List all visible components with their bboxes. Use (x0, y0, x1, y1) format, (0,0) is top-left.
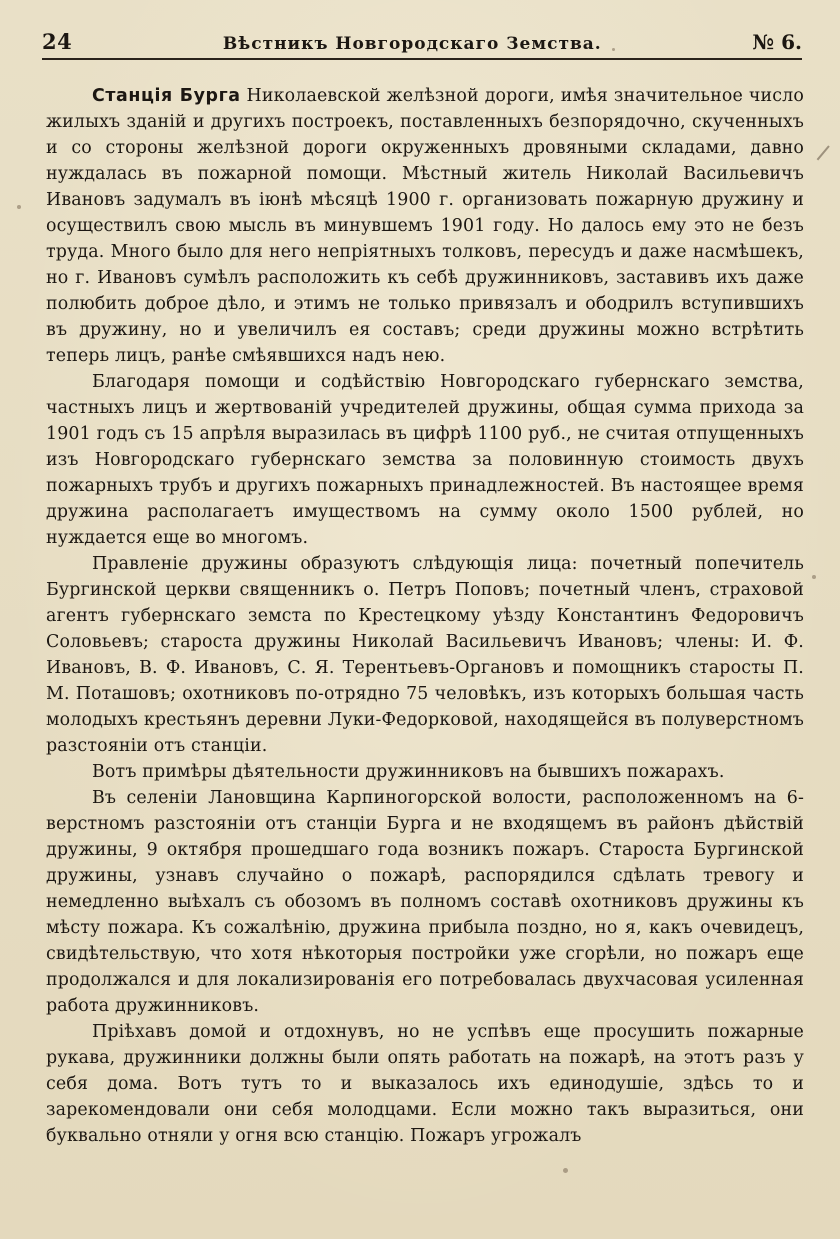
paper-speck (563, 1168, 568, 1173)
journal-title: Вѣстникъ Новгородскаго Земства. (222, 34, 602, 54)
paragraph-2: Благодаря помощи и содѣйствію Новгородскаго губернскаго земства, частныхъ лицъ и жертвованій учредителей дружины, общая сумма прихода за 1901 годъ съ 15 апрѣля выразилась въ цифрѣ 1100 руб., не считая отпущенныхъ изъ Новгородскаго губернскаго земства за половинную стоимость двухъ пожарныхъ трубъ и другихъ пожарныхъ принадлежностей. Въ настоящее время дружина располагаетъ имуществомъ на сумму около 1500 рублей, но нуждается еще во многомъ. (46, 372, 804, 548)
running-header (42, 22, 802, 60)
paragraph-4: Вотъ примѣры дѣятельности дружинниковъ на бывшихъ пожарахъ. (92, 762, 725, 782)
paragraph-5: Въ селеніи Лановщина Карпиногорской волости, расположенномъ на 6-верстномъ разстояніи отъ станціи Бурга и не входящемъ въ районъ дѣйствій дружины, 9 октября прошедшаго года возникъ пожаръ. Староста Бургинской дружины, узнавъ случайно о пожарѣ, распорядился сдѣлать тревогу и немедленно выѣхалъ съ обозомъ въ полномъ составѣ охотниковъ дружины къ мѣсту пожара. Къ сожалѣнію, дружина прибыла поздно, но я, какъ очевидецъ, свидѣтельствую, что хотя нѣкоторыя постройки уже сгорѣли, но пожаръ еще продолжался и для локализированія его потребовалась двухчасовая усиленная работа дружинниковъ. (46, 788, 804, 1016)
paper-speck (812, 575, 816, 579)
paragraph-lead: Станція Бурга (92, 86, 241, 106)
paragraph-1 (46, 83, 804, 369)
paper-scratch (817, 145, 830, 160)
paper-speck (17, 205, 21, 209)
paragraph-6: Пріѣхавъ домой и отдохнувъ, но не успѣвъ еще просушить пожарные рукава, дружинники должны были опять работать на пожарѣ, на этотъ разъ у себя дома. Вотъ тутъ то и выказалось ихъ единодушіе, здѣсь то и зарекомендовали они себя молодцами. Если можно такъ выразиться, они буквально отняли у огня всю станцію. Пожаръ угрожалъ (46, 1022, 804, 1146)
paper-speck (612, 48, 615, 51)
paragraph-1-text: Николаевской желѣзной дороги, имѣя значительное число жилыхъ зданій и другихъ построекъ, поставленныхъ безпорядочно, скученныхъ и со стороны желѣзной дороги окруженныхъ дровяными складами, давно нуждалась въ пожарной помощи. Мѣстный житель Николай Васильевичъ Ивановъ задумалъ въ іюнѣ мѣсяцѣ 1900 г. организовать пожарную дружину и осуществилъ свою мысль въ минувшемъ 1901 году. Но далось ему это не безъ труда. Много было для него непріятныхъ толковъ, пересудъ и даже насмѣшекъ, но г. Ивановъ сумѣлъ расположить къ себѣ дружинниковъ, заставивъ ихъ даже полюбить доброе дѣло, и этимъ не только привязалъ и ободрилъ вступившихъ въ дружину, но и увеличилъ ея составъ; среди дружины можно встрѣтить теперь лицъ, ранѣе смѣявшихся надъ нею. (46, 86, 804, 366)
page-number: 24 (42, 29, 73, 54)
paragraph-3: Правленіе дружины образуютъ слѣдующія лица: почетный попечитель Бургинской церкви священникъ о. Петръ Поповъ; почетный членъ, страховой агентъ губернскаго земста по Крестецкому уѣзду Константинъ Федоровичъ Соловьевъ; староста дружины Николай Васильевичъ Ивановъ; члены: И. Ф. Ивановъ, В. Ф. Ивановъ, С. Я. Терентьевъ-Органовъ и помощникъ старосты П. М. Поташовъ; охотниковъ по-отрядно 75 человѣкъ, изъ которыхъ большая часть молодыхъ крестьянъ деревни Луки-Федорковой, находящейся въ полуверстномъ разстояніи отъ станціи. (46, 554, 804, 756)
article-body (46, 83, 804, 1149)
issue-number: № 6. (752, 30, 802, 54)
